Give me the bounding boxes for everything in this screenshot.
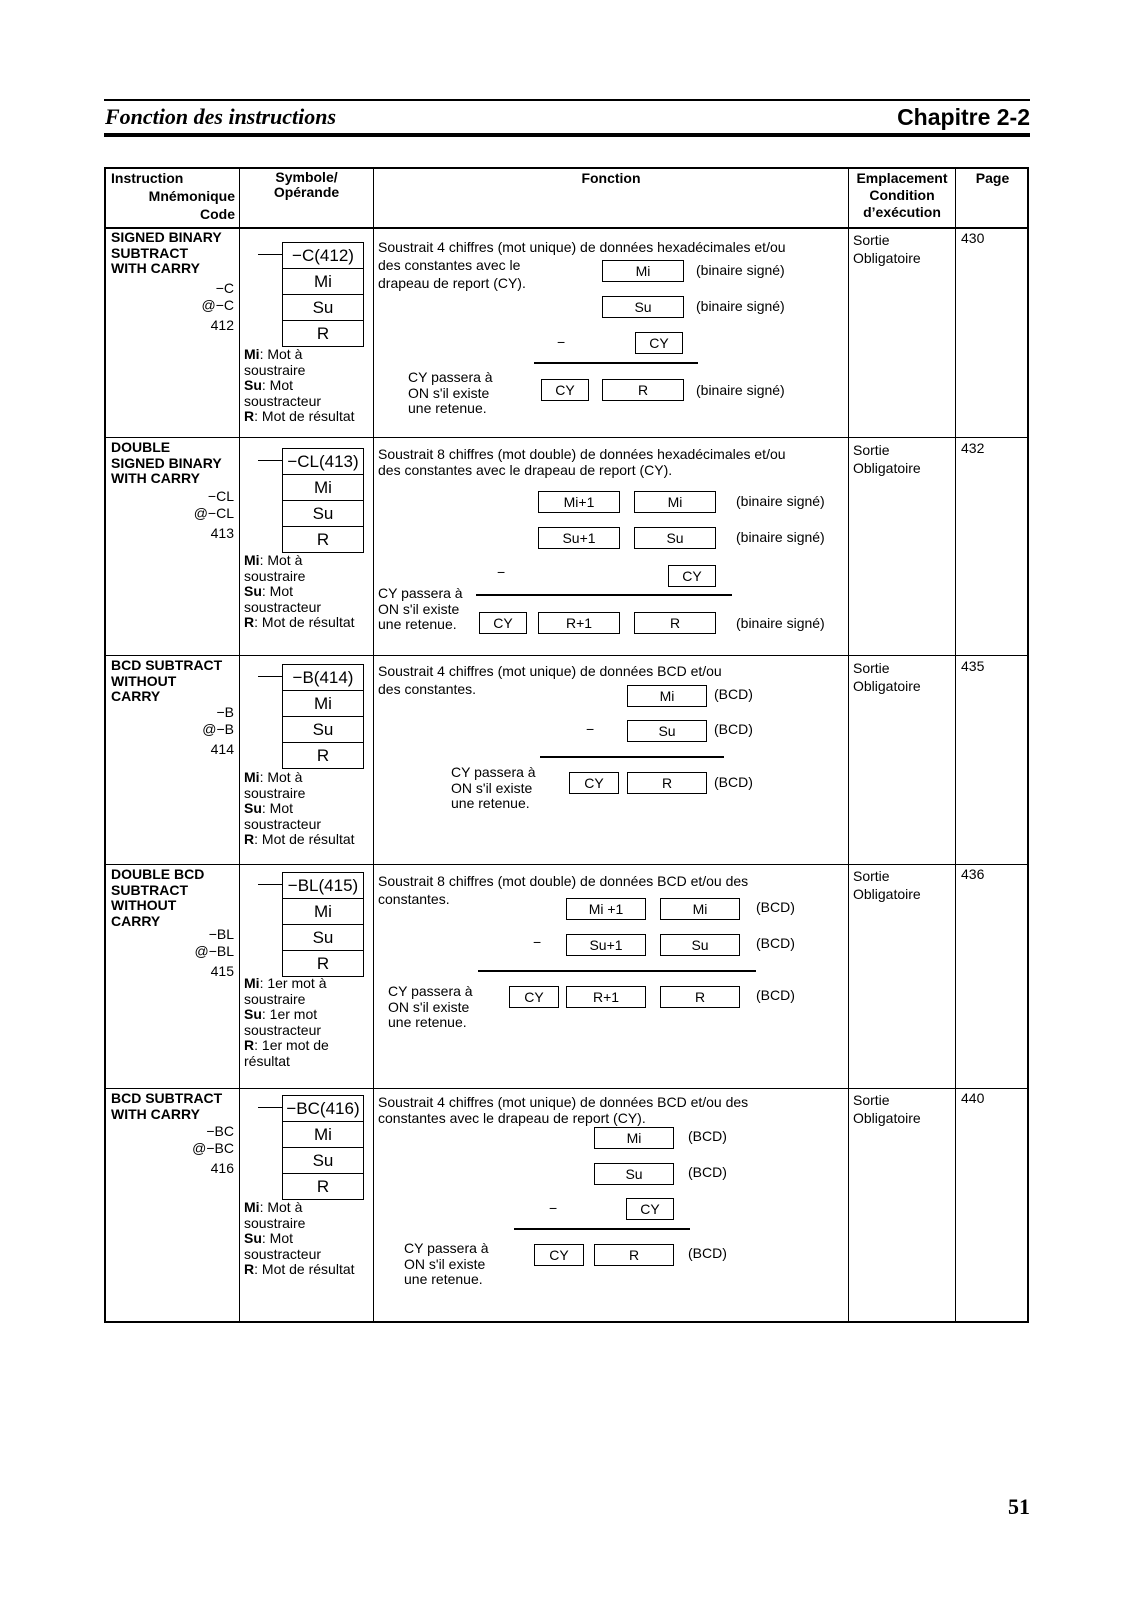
operand-key: Su: [244, 1006, 262, 1022]
operand-text: : Mot de résultat: [254, 408, 355, 424]
subtraction-rule: [534, 362, 698, 364]
minus-sign: −: [549, 1200, 558, 1216]
operand-key: Su: [244, 377, 262, 393]
format-label: (BCD): [714, 721, 753, 737]
operand-descriptions: [244, 976, 329, 1069]
result-box-high: R+1: [566, 986, 646, 1008]
instruction-table: [104, 167, 1029, 1323]
header-rule-top: [104, 99, 1030, 101]
format-label: (binaire signé): [696, 262, 785, 278]
description-line: Soustrait 8 chiffres (mot double) de données hexadécimales et/ou: [378, 446, 786, 462]
col-header-mnemonic: Mnémonique: [148, 188, 235, 204]
operand-text: : Mot: [261, 377, 294, 393]
condition-line: Obligatoire: [853, 460, 921, 476]
col-header-code: Code: [200, 206, 235, 222]
col-header-symbol-line1: Symbole/: [275, 169, 338, 185]
page-reference: 432: [961, 440, 985, 456]
symbol-operand-r: R: [282, 742, 364, 769]
function-code: 412: [210, 317, 234, 333]
instruction-name: [111, 867, 204, 929]
operand-key: Su: [244, 1230, 262, 1246]
operand-key: R: [244, 408, 255, 424]
carry-note-line: CY passera à: [388, 983, 473, 999]
operand-text: soustraire: [244, 567, 306, 584]
instruction-name-line: WITH CARRY: [111, 470, 200, 486]
description-line: drapeau de report (CY).: [378, 275, 526, 291]
symbol-operand-mi: Mi: [282, 898, 364, 925]
operand-text: : Mot: [261, 800, 294, 816]
ladder-rung: [258, 460, 282, 461]
subtraction-rule: [478, 970, 756, 972]
instruction-name-line: SUBTRACT: [111, 244, 188, 261]
operand-text: : Mot à: [259, 346, 303, 362]
mnemonic: −B: [216, 704, 234, 720]
symbol-mnemonic: −B(414): [282, 664, 364, 691]
operand-box-mi: Mi: [602, 260, 684, 282]
mnemonic-differentiated: @−BC: [192, 1140, 234, 1156]
function-code: 415: [210, 963, 234, 979]
page-number: 51: [1008, 1494, 1030, 1519]
mnemonic: −BL: [208, 926, 234, 942]
operand-box-su: Su: [660, 934, 740, 956]
instruction-name: [111, 1091, 222, 1122]
format-label: (BCD): [688, 1245, 727, 1261]
symbol-operand-su: Su: [282, 294, 364, 321]
operand-text: soustraire: [244, 1214, 306, 1231]
operand-box-su-high: Su+1: [566, 934, 646, 956]
symbol-mnemonic: −BL(415): [282, 872, 364, 899]
condition-line: Sortie: [853, 232, 890, 248]
mnemonic-differentiated: @−C: [201, 297, 234, 313]
carry-result-box: CY: [534, 1244, 584, 1266]
operand-text: : Mot de résultat: [254, 614, 355, 630]
symbol-operand-su: Su: [282, 500, 364, 527]
description-line: Soustrait 8 chiffres (mot double) de données BCD et/ou des: [378, 873, 749, 889]
operand-text: : Mot de résultat: [254, 831, 355, 847]
carry-note: [451, 765, 536, 812]
page-reference: 436: [961, 866, 985, 882]
mnemonic-differentiated: @−CL: [193, 505, 234, 521]
symbol-operand-su: Su: [282, 924, 364, 951]
description-line: Soustrait 4 chiffres (mot unique) de données BCD et/ou: [378, 663, 722, 679]
row-divider: [106, 864, 1027, 865]
execution-condition: [853, 231, 921, 267]
instruction-name-line: BCD SUBTRACT: [111, 1090, 223, 1106]
symbol-operand-mi: Mi: [282, 690, 364, 717]
operand-box-su-high: Su+1: [538, 527, 620, 549]
operand-text: soustracteur: [244, 815, 322, 832]
operand-box-mi-high: Mi+1: [538, 491, 620, 513]
operand-text: : Mot à: [259, 552, 303, 568]
operand-text: : Mot de résultat: [254, 1261, 355, 1277]
format-label: (binaire signé): [696, 382, 785, 398]
row-divider: [106, 1088, 1027, 1089]
instruction-name-line: SIGNED BINARY: [111, 229, 222, 245]
carry-note: [388, 984, 473, 1031]
carry-note-line: CY passera à: [451, 764, 536, 780]
instruction-name-line: DOUBLE: [111, 439, 171, 455]
carry-note-line: CY passera à: [378, 585, 463, 601]
instruction-name-line: WITH CARRY: [111, 1105, 200, 1122]
carry-note: [408, 370, 493, 417]
row-divider: [106, 655, 1027, 656]
operand-key: Mi: [244, 975, 260, 991]
mnemonic: −BC: [206, 1123, 234, 1139]
description-line: Soustrait 4 chiffres (mot unique) de données BCD et/ou des: [378, 1094, 749, 1110]
row-divider: [106, 437, 1027, 438]
operand-text: soustraire: [244, 784, 306, 801]
operand-text: : Mot: [261, 1230, 294, 1246]
format-label: (BCD): [756, 899, 795, 915]
carry-note-line: ON s'il existe: [404, 1255, 486, 1272]
function-code: 414: [210, 741, 234, 757]
symbol-mnemonic: −BC(416): [282, 1095, 364, 1122]
operand-text: soustracteur: [244, 598, 322, 615]
carry-note-line: CY passera à: [408, 369, 493, 385]
carry-result-box: CY: [509, 986, 559, 1008]
carry-note-line: une retenue.: [388, 1014, 467, 1030]
instruction-name-line: CARRY: [111, 688, 161, 704]
header-rule-bottom: [104, 133, 1030, 137]
page-reference: 440: [961, 1090, 985, 1106]
operand-text: : 1er mot à: [259, 975, 327, 991]
symbol-operand-r: R: [282, 526, 364, 553]
carry-box: CY: [668, 565, 716, 587]
format-label: (BCD): [688, 1164, 727, 1180]
operand-box-su: Su: [594, 1163, 674, 1185]
condition-line: Sortie: [853, 868, 890, 884]
operand-key: R: [244, 831, 255, 847]
operand-descriptions: [244, 553, 355, 631]
ladder-rung: [258, 1107, 282, 1108]
instruction-name-line: DOUBLE BCD: [111, 866, 205, 882]
operand-box-mi: Mi: [634, 491, 716, 513]
operand-key: Su: [244, 800, 262, 816]
operand-text: : 1er mot: [261, 1006, 318, 1022]
condition-line: Obligatoire: [853, 678, 921, 694]
symbol-mnemonic: −C(412): [282, 242, 364, 269]
function-description: [378, 446, 786, 478]
condition-line: Sortie: [853, 660, 890, 676]
page-reference: 435: [961, 658, 985, 674]
subtraction-rule: [476, 594, 732, 596]
execution-condition: [853, 659, 921, 695]
format-label: (binaire signé): [736, 493, 825, 509]
ladder-rung: [258, 254, 282, 255]
col-divider: [848, 169, 849, 1321]
mnemonic-differentiated: @−BL: [194, 943, 234, 959]
carry-box: CY: [626, 1198, 674, 1220]
operand-text: soustracteur: [244, 1021, 322, 1038]
carry-note-line: une retenue.: [404, 1271, 483, 1287]
result-box: R: [634, 612, 716, 634]
header-divider: [106, 227, 1027, 229]
symbol-operand-mi: Mi: [282, 1121, 364, 1148]
carry-note-line: une retenue.: [408, 400, 487, 416]
page-reference: 430: [961, 230, 985, 246]
execution-condition: [853, 441, 921, 477]
instruction-name-line: WITHOUT: [111, 672, 177, 689]
result-box: R: [627, 772, 707, 794]
description-line: Soustrait 4 chiffres (mot unique) de données hexadécimales et/ou: [378, 239, 786, 255]
carry-note-line: une retenue.: [378, 616, 457, 632]
execution-condition: [853, 1091, 921, 1127]
execution-condition: [853, 867, 921, 903]
operand-text: soustraire: [244, 990, 306, 1007]
operand-box-su: Su: [627, 720, 707, 742]
col-header-function: Fonction: [581, 170, 641, 186]
instruction-name-line: SIGNED BINARY: [111, 454, 222, 471]
condition-line: Obligatoire: [853, 250, 921, 266]
page-title: Fonction des instructions: [105, 104, 337, 129]
col-header-symbol-line2: Opérande: [273, 184, 340, 200]
instruction-name: [111, 230, 222, 277]
carry-note-line: ON s'il existe: [388, 998, 470, 1015]
symbol-operand-mi: Mi: [282, 268, 364, 295]
operand-box-mi-high: Mi +1: [566, 898, 646, 920]
operand-descriptions: [244, 347, 355, 425]
format-label: (BCD): [756, 935, 795, 951]
instruction-name: [111, 440, 222, 487]
col-header-location-line1: Emplacement: [856, 170, 948, 186]
operand-key: Mi: [244, 346, 260, 362]
operand-key: R: [244, 1037, 255, 1053]
symbol-operand-su: Su: [282, 716, 364, 743]
description-line: des constantes.: [378, 681, 477, 697]
operand-text: : Mot à: [259, 1199, 303, 1215]
format-label: (BCD): [756, 987, 795, 1003]
minus-sign: −: [586, 721, 595, 737]
operand-key: Mi: [244, 552, 260, 568]
mnemonic-list: [106, 280, 234, 334]
minus-sign: −: [557, 334, 566, 350]
condition-line: Sortie: [853, 1092, 890, 1108]
operand-key: R: [244, 614, 255, 630]
chapter-label: Chapitre 2-2: [897, 104, 1030, 130]
symbol-operand-su: Su: [282, 1147, 364, 1174]
function-description: [378, 1094, 748, 1126]
operand-text: : Mot: [261, 583, 294, 599]
col-divider: [373, 169, 374, 1321]
carry-note-line: CY passera à: [404, 1240, 489, 1256]
subtraction-rule: [540, 756, 724, 758]
format-label: (BCD): [688, 1128, 727, 1144]
carry-result-box: CY: [569, 772, 619, 794]
carry-note: [378, 586, 463, 633]
description-line: des constantes avec le drapeau de report (CY).: [378, 462, 673, 478]
carry-note: [404, 1241, 489, 1288]
mnemonic-list: [106, 926, 234, 980]
operand-box-mi: Mi: [660, 898, 740, 920]
mnemonic: −C: [215, 280, 234, 296]
mnemonic-list: [106, 1123, 234, 1177]
result-box: R: [660, 986, 740, 1008]
col-header-page: Page: [975, 170, 1010, 186]
operand-key: Su: [244, 583, 262, 599]
carry-result-box: CY: [479, 612, 527, 634]
format-label: (BCD): [714, 686, 753, 702]
symbol-operand-mi: Mi: [282, 474, 364, 501]
condition-line: Sortie: [853, 442, 890, 458]
subtraction-rule: [514, 1228, 690, 1230]
function-code: 416: [210, 1160, 234, 1176]
carry-result-box: CY: [541, 379, 589, 401]
mnemonic-list: [106, 488, 234, 542]
description-line: des constantes avec le: [378, 257, 521, 273]
operand-box-mi: Mi: [594, 1127, 674, 1149]
operand-key: Mi: [244, 769, 260, 785]
carry-note-line: ON s'il existe: [378, 600, 460, 617]
operand-box-mi: Mi: [627, 685, 707, 707]
col-header-symbol: [240, 170, 373, 200]
function-code: 413: [210, 525, 234, 541]
operand-text: : 1er mot de: [254, 1037, 329, 1053]
result-box: R: [602, 379, 684, 401]
operand-text: : Mot à: [259, 769, 303, 785]
symbol-operand-r: R: [282, 950, 364, 977]
instruction-name-line: BCD SUBTRACT: [111, 657, 223, 673]
col-header-location-line2: Condition: [869, 187, 935, 203]
carry-note-line: ON s'il existe: [451, 779, 533, 796]
instruction-name-line: CARRY: [111, 912, 161, 929]
mnemonic-list: [106, 704, 234, 758]
operand-key: Mi: [244, 1199, 260, 1215]
col-header-instruction: Instruction: [111, 170, 184, 186]
col-divider: [955, 169, 956, 1321]
minus-sign: −: [497, 564, 506, 580]
description-line: constantes avec le drapeau de report (CY).: [378, 1110, 646, 1126]
ladder-rung: [258, 676, 282, 677]
description-line: constantes.: [378, 891, 450, 907]
col-header-location: [849, 170, 955, 221]
result-box-high: R+1: [538, 612, 620, 634]
carry-box: CY: [635, 332, 683, 354]
instruction-name-line: WITHOUT: [111, 897, 177, 913]
col-divider: [239, 169, 240, 1321]
mnemonic-differentiated: @−B: [202, 721, 234, 737]
format-label: (binaire signé): [696, 298, 785, 314]
format-label: (binaire signé): [736, 529, 825, 545]
col-header-location-line3: d’exécution: [863, 204, 941, 220]
symbol-operand-r: R: [282, 1173, 364, 1200]
instruction-name: [111, 658, 222, 705]
mnemonic: −CL: [207, 488, 234, 504]
operand-descriptions: [244, 1200, 355, 1278]
ladder-rung: [258, 884, 282, 885]
condition-line: Obligatoire: [853, 886, 921, 902]
carry-note-line: ON s'il existe: [408, 384, 490, 401]
format-label: (BCD): [714, 774, 753, 790]
symbol-operand-r: R: [282, 320, 364, 347]
operand-text: résultat: [244, 1052, 290, 1069]
operand-text: soustraire: [244, 361, 306, 378]
instruction-name-line: SUBTRACT: [111, 881, 188, 898]
operand-key: R: [244, 1261, 255, 1277]
format-label: (binaire signé): [736, 615, 825, 631]
condition-line: Obligatoire: [853, 1110, 921, 1126]
carry-note-line: une retenue.: [451, 795, 530, 811]
result-box: R: [594, 1244, 674, 1266]
symbol-mnemonic: −CL(413): [282, 448, 364, 475]
operand-box-su: Su: [634, 527, 716, 549]
instruction-name-line: WITH CARRY: [111, 260, 200, 276]
operand-descriptions: [244, 770, 355, 848]
operand-text: soustracteur: [244, 392, 322, 409]
minus-sign: −: [533, 934, 542, 950]
operand-box-su: Su: [602, 296, 684, 318]
operand-text: soustracteur: [244, 1245, 322, 1262]
